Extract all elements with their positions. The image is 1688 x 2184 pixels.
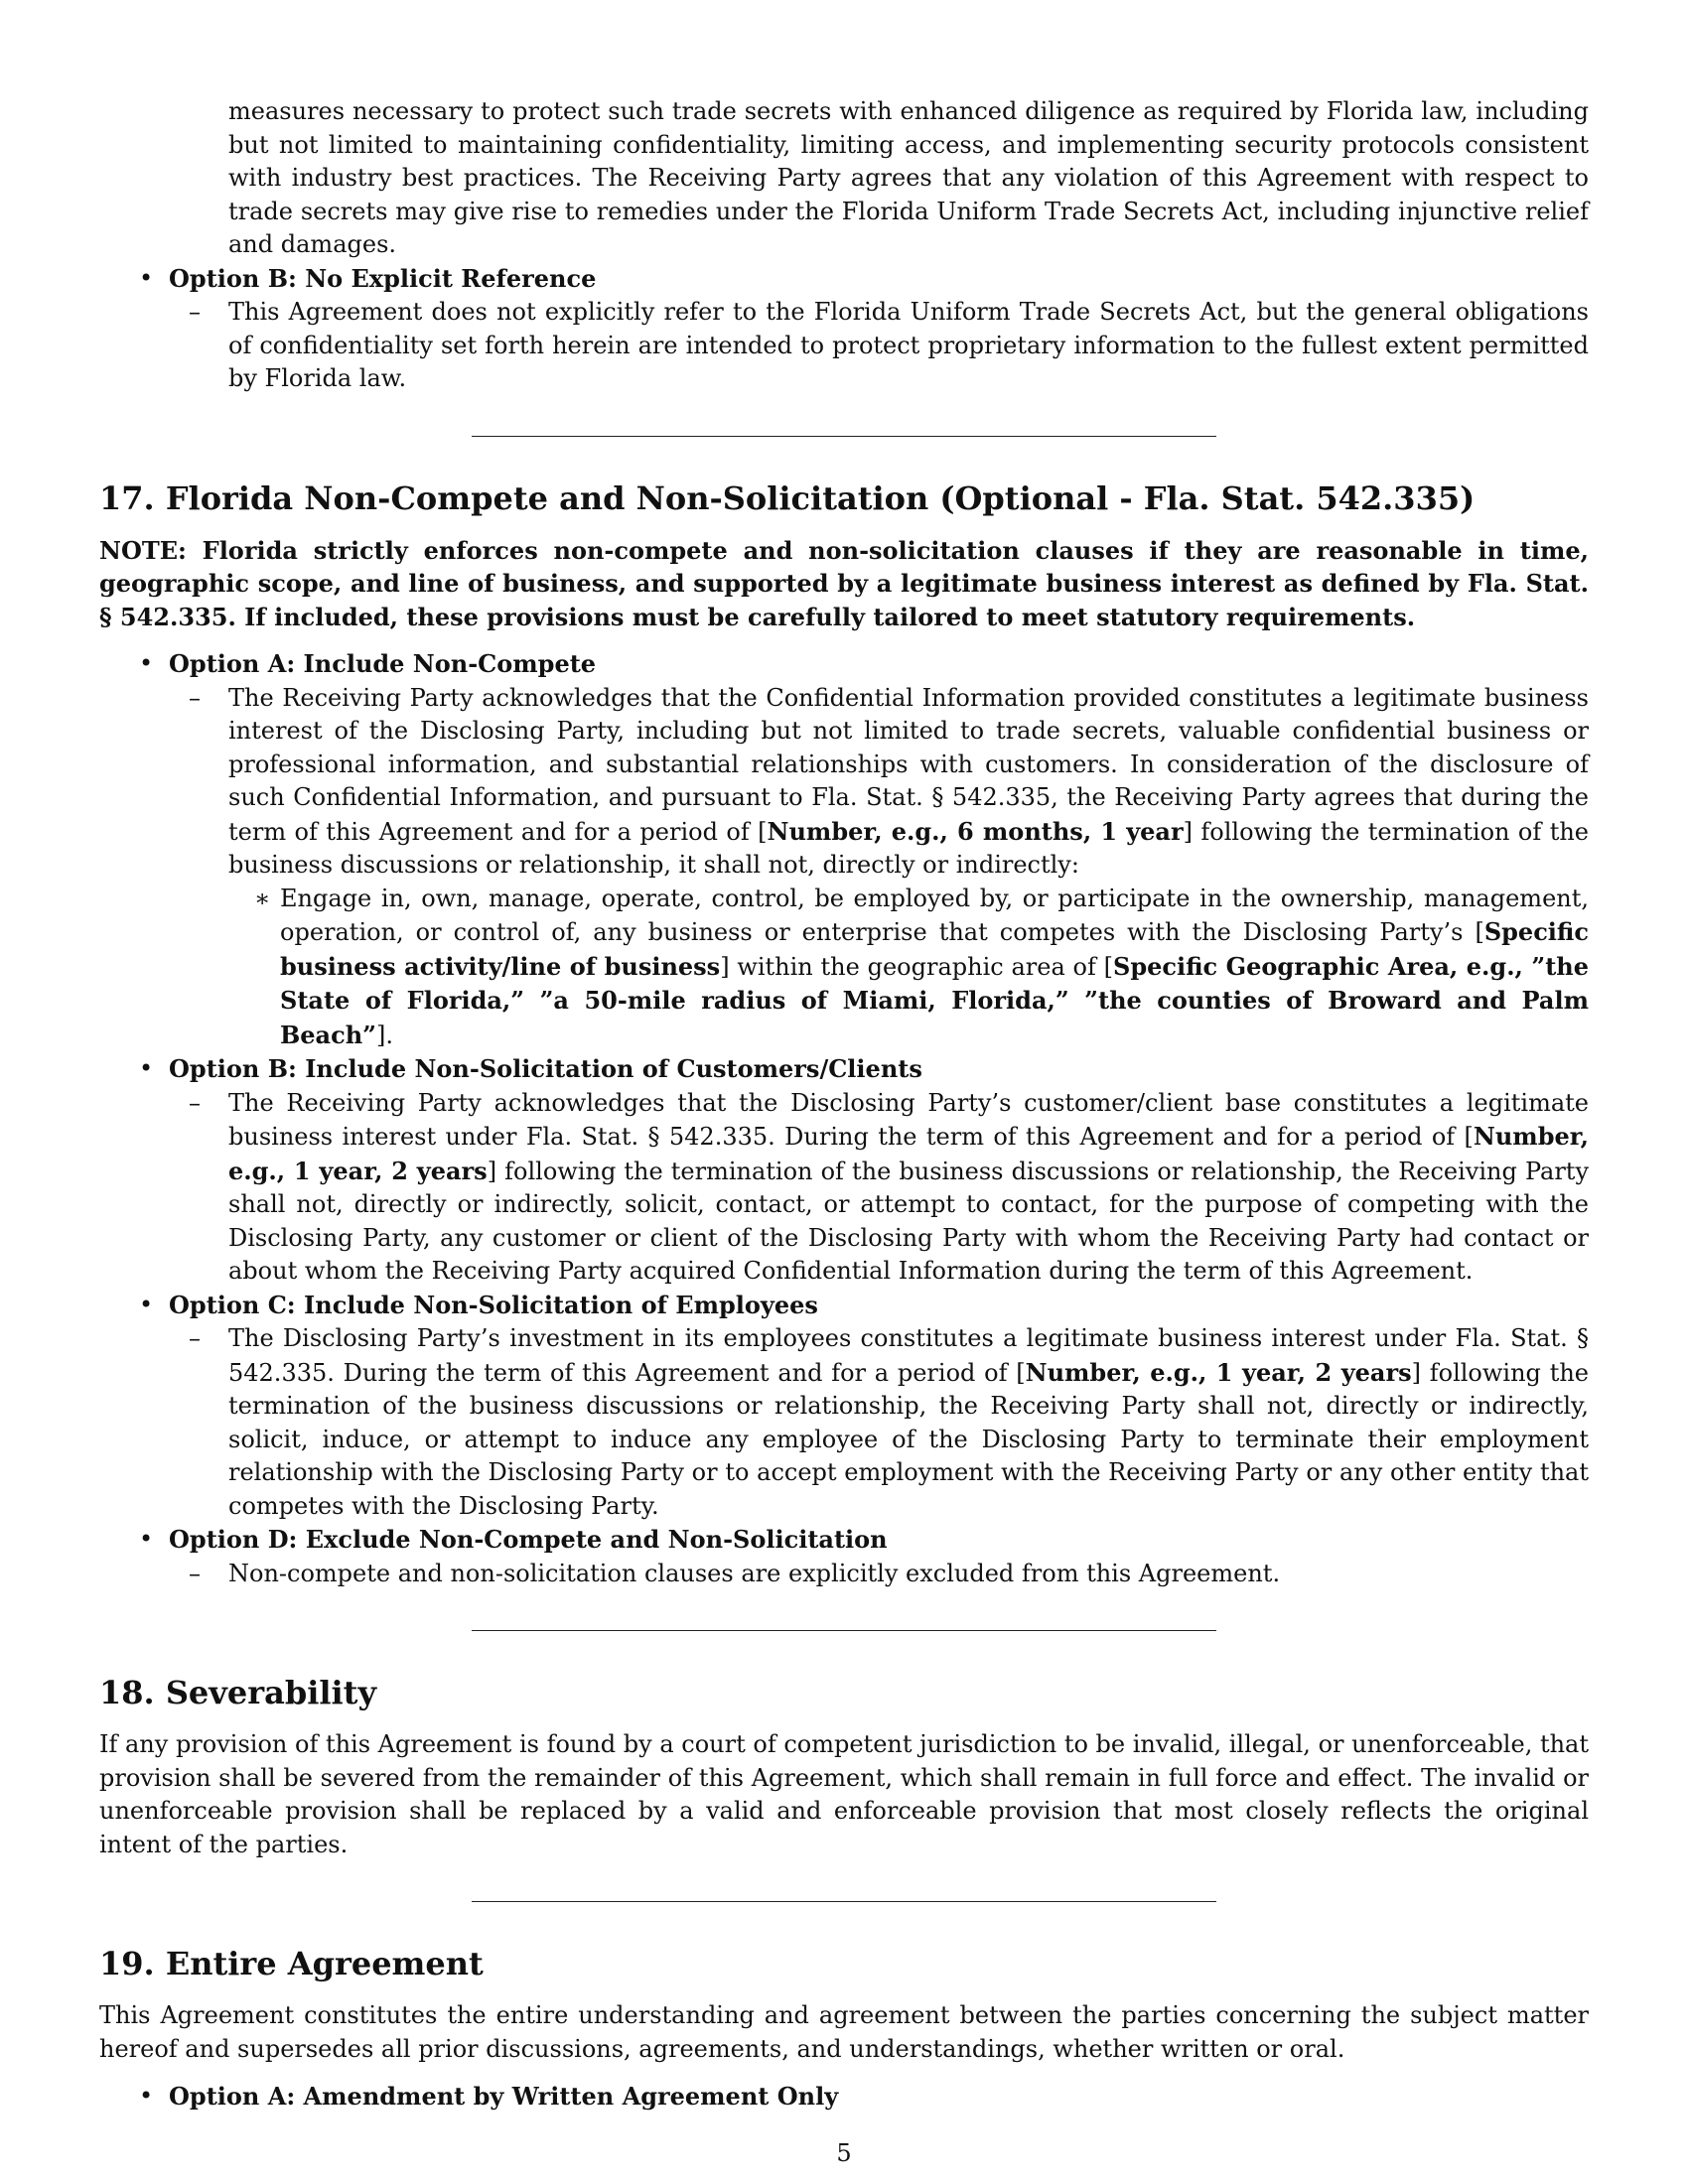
section-19-heading: 19. Entire Agreement: [99, 1945, 484, 1982]
item-text: Engage in, own, manage, operate, control, be employed by, or participate in the ownership, management, operation, or control of, any business or enterprise that competes with the Disclosing Party’s [: [280, 884, 1589, 946]
option-body: The Receiving Party acknowledges that the Confidential Information provided constitutes a legitimate business interest of the Disclosing Party, including but not limited to trade secrets, valuable confidential business or professional information, and substantial relationships with customers. In consideration of the disclosure of such Confidential Information, and pursuant to Fla. Stat. § 542.335, the Receiving Party agrees that during the term of this Agreement and for a period of [: [228, 683, 1589, 846]
trade-secrets-continuation: measures necessary to protect such trade secrets with enhanced diligence as required by Florida law, including but not limited to maintaining confidentiality, limiting access, and implementing security protocols consistent with industry best practices. The Receiving Party agrees that any violation of this Agreement with respect to trade secrets may give rise to remedies under the Florida Uniform Trade Secrets Act, including injunctive relief and damages.: [228, 97, 1589, 258]
dash-icon: –: [189, 1324, 201, 1352]
bullet-icon: •: [139, 2082, 154, 2110]
section-18-heading: 18. Severability: [99, 1674, 377, 1711]
section-19-options: [99, 2080, 1589, 2115]
option-text: [169, 1558, 1589, 1591]
section-17-heading: 17. Florida Non-Compete and Non-Solicitation (Optional - Fla. Stat. 542.335): [99, 478, 1476, 517]
bullet-icon: •: [139, 1525, 154, 1553]
placeholder-period: Number, e.g., 1 year, 2 years: [228, 1122, 1589, 1185]
option-title: Option B: No Explicit Reference: [169, 263, 597, 293]
option-text: [169, 296, 1589, 396]
dash-icon: –: [189, 1088, 201, 1117]
item-text-cont: ] within the geographic area of [: [720, 952, 1113, 981]
option-body-cont: ] following the termination of the business discussions or relationship, it shall not, directly or indirectly:: [228, 817, 1590, 879]
section-17-note: NOTE: Florida strictly enforces non-compete and non-solicitation clauses if they are reasonable in time, geographic scope, and line of business, and supported by a legitimate business interest as defined by Fla. Stat. § 542.335. If included, these provisions must be carefully tailored to meet statutory requirements.: [99, 535, 1589, 631]
bullet-icon: •: [139, 1290, 154, 1318]
section-17-option-b: [99, 1052, 1589, 1289]
placeholder-activity: Specific business activity/line of business: [280, 917, 1589, 981]
page-number: 5: [836, 2139, 852, 2167]
bullet-icon: •: [139, 1054, 154, 1082]
document-page: [99, 95, 1589, 2115]
option-title: Option D: Exclude Non-Compete and Non-Solicitation: [169, 1525, 888, 1554]
option-title: Option B: Include Non-Solicitation of Customers/Clients: [169, 1054, 922, 1083]
option-body-cont: ] following the termination of the business discussions or relationship, the Receiving Party shall not, directly or indirectly, solicit, contact, or attempt to contact, for the purpose of competing with the Disclosing Party, any customer or client of the Disclosing Party with whom the Receiving Party had contact or about whom the Receiving Party acquired Confidential Information during the term of this Agreement.: [228, 1157, 1589, 1285]
section-18-body: If any provision of this Agreement is found by a court of competent jurisdiction to be invalid, illegal, or unenforceable, that provision shall be severed from the remainder of this Agreement, which shall remain in full force and effect. The invalid or unenforceable provision shall be replaced by a valid and enforceable provision that most closely reflects the original intent of the parties.: [99, 1730, 1589, 1858]
asterisk-icon: ∗: [254, 884, 271, 912]
option-body: The Receiving Party acknowledges that the Disclosing Party’s customer/client base constitutes a legitimate business interest under Fla. Stat. § 542.335. During the term of this Agreement and for a period of [: [228, 1088, 1589, 1151]
dash-icon: –: [189, 298, 201, 326]
section-divider: [472, 436, 1216, 437]
option-text: [169, 1322, 1589, 1523]
section-17-option-c: [99, 1289, 1589, 1524]
section-17-option-d: [99, 1523, 1589, 1590]
non-compete-item: [169, 883, 1589, 1053]
section-17-option-a: [99, 647, 1589, 1052]
option-title: Option A: Include Non-Compete: [169, 649, 597, 678]
section-divider: [472, 1630, 1216, 1631]
section-16-option-b: [99, 262, 1589, 396]
dash-icon: –: [189, 1559, 201, 1587]
section-19-option-a: [99, 2080, 1589, 2115]
section-16-options: [99, 262, 1589, 396]
bullet-icon: •: [139, 263, 154, 292]
section-divider: [472, 1901, 1216, 1902]
option-text: [169, 682, 1589, 883]
option-text: [169, 1087, 1589, 1289]
placeholder-area: Specific Geographic Area, e.g., ”the State of Florida,” ”a 50-mile radius of Miami, Florida,” ”the counties of Broward and Palm Beach”: [280, 951, 1589, 1049]
placeholder-period: Number, e.g., 6 months, 1 year: [767, 816, 1184, 846]
placeholder-period: Number, e.g., 1 year, 2 years: [1025, 1357, 1412, 1387]
option-body-cont: ] following the termination of the business discussions or relationship, the Receiving Party shall not, directly or indirectly, solicit, induce, or attempt to induce any employee of the Disclosing Party to terminate their employment relationship with the Disclosing Party or to accept employment with the Receiving Party or any other entity that competes with the Disclosing Party.: [228, 1358, 1589, 1520]
option-body: This Agreement does not explicitly refer to the Florida Uniform Trade Secrets Act, but the general obligations of confidentiality set forth herein are intended to protect proprietary information to the fullest extent permitted by Florida law.: [228, 298, 1589, 392]
section-17-options: [99, 647, 1589, 1590]
option-title: Option A: Amendment by Written Agreement Only: [169, 2082, 839, 2111]
section-19-body: This Agreement constitutes the entire understanding and agreement between the parties concerning the subject matter hereof and supersedes all prior discussions, agreements, and understandings, whether written or oral.: [99, 2001, 1589, 2063]
dash-icon: –: [189, 683, 201, 712]
item-text-end: ].: [375, 1021, 393, 1049]
option-body: Non-compete and non-solicitation clauses are explicitly excluded from this Agreement.: [228, 1559, 1281, 1587]
option-body: The Disclosing Party’s investment in its employees constitutes a legitimate business interest under Fla. Stat. § 542.335. During the term of this Agreement and for a period of [: [228, 1324, 1589, 1387]
option-title: Option C: Include Non-Solicitation of Employees: [169, 1290, 818, 1319]
bullet-icon: •: [139, 649, 154, 677]
